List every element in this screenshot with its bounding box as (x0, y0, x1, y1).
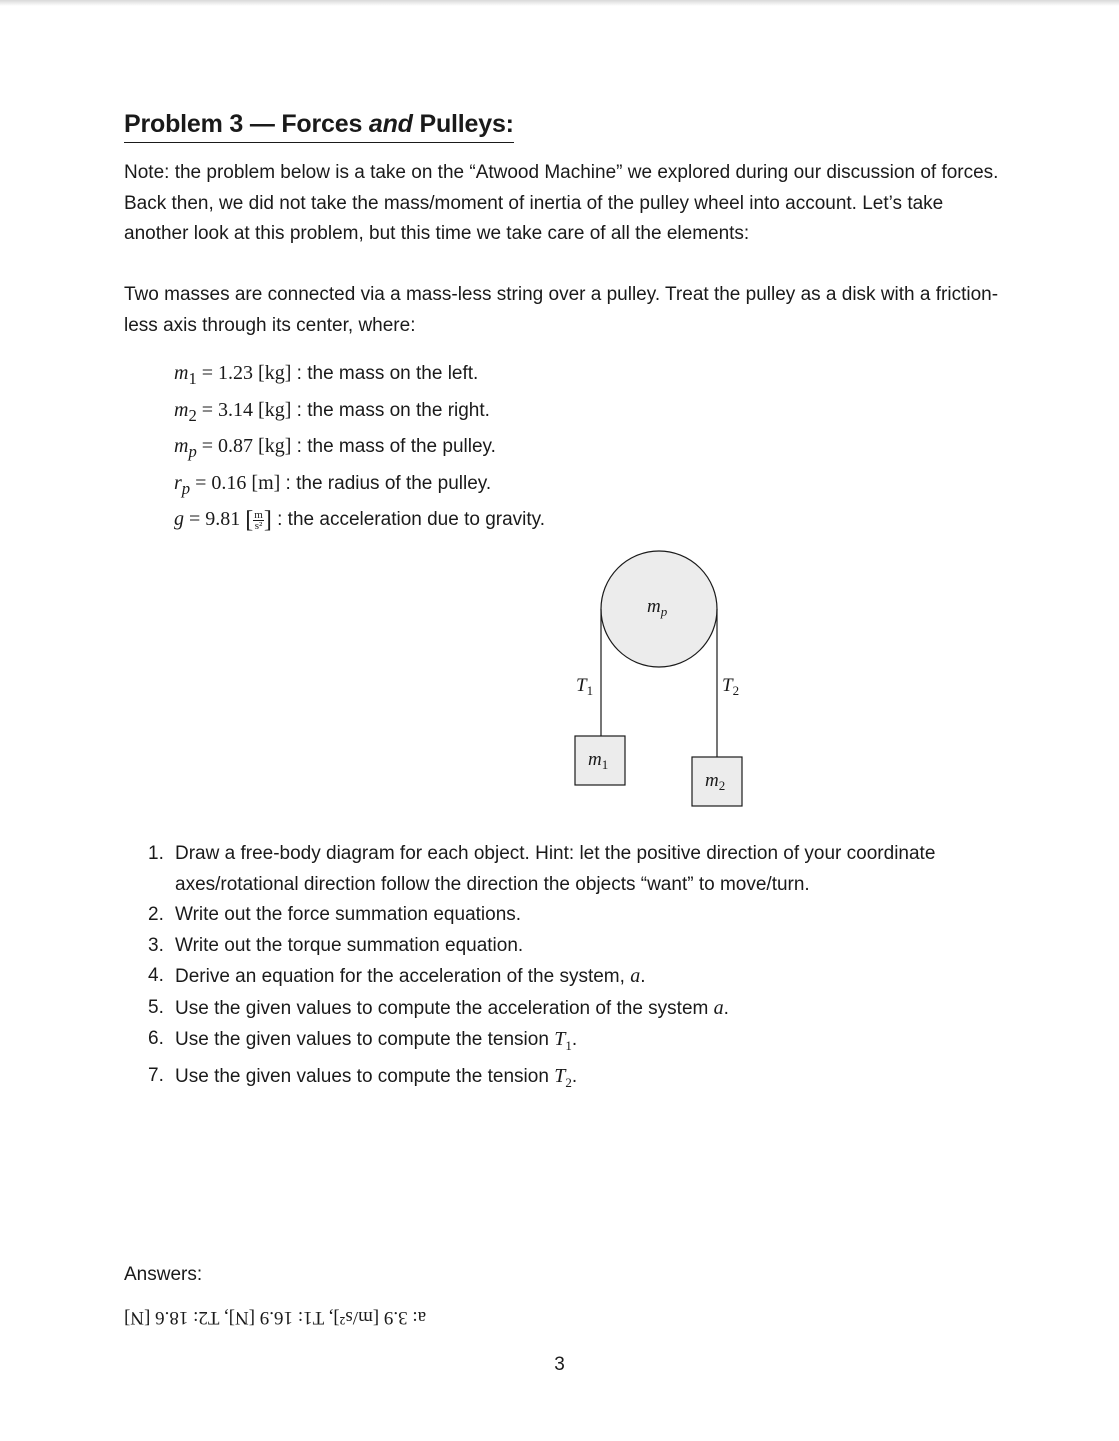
page-number: 3 (554, 1354, 565, 1375)
task-item-4: 4. Derive an equation for the acceleration of the system, a. (148, 965, 646, 987)
task-list (148, 839, 1008, 1099)
task-item-1: 1. Draw a free-body diagram for each object. Hint: let the positive direction of your coordinate axes/rotational direction follow the direction the objects “want” to move/turn. (148, 843, 936, 895)
answers-upside-down: a: 3.9 [m/s²], T1: 16.9 [N], T2: 18.6 [N] (124, 1307, 427, 1328)
tension-t1-label: $T_1$ (576, 675, 594, 698)
unit-fraction: $\frac{m}{\text{s²}}$ (254, 508, 263, 532)
task-item-6: 6. Use the given values to compute the tension $T_1$. (148, 1028, 578, 1053)
intro-paragraph: Two masses are connected via a mass-less string over a pulley. Treat the pulley as a disk with a friction-less axis through its center, where: (124, 284, 999, 336)
given-m1: $m_1 = 1.23$ [kg] : the mass on the left. (174, 362, 479, 388)
answers-label: Answers: (124, 1264, 203, 1285)
given-m2: $m_2 = 3.14$ [kg] : the mass on the right. (174, 398, 490, 425)
page-top-shadow (0, 0, 1119, 6)
task-item-2: 2. Write out the force summation equations. (148, 904, 522, 925)
title-suffix: Pulleys: (412, 110, 514, 138)
task-item-7: 7. Use the given values to compute the tension $T_2$. (148, 1065, 578, 1091)
mass-m1-label: $m_1$ (588, 749, 609, 772)
tension-t2-label: $T_2$ (722, 675, 740, 698)
task-item-5: 5. Use the given values to compute the acceleration of the system a. (148, 996, 729, 1019)
title-emphasis: and (368, 110, 413, 138)
pulley-label: $m_p$ (647, 596, 668, 619)
given-rp: $r_p = 0.16$ [m] : the radius of the pulley. (174, 471, 492, 498)
task-item-3: 3. Write out the torque summation equation. (148, 934, 524, 956)
title-prefix: Problem 3 — Forces (124, 110, 369, 138)
given-values-list (174, 358, 545, 536)
note-paragraph: Note: the problem below is a take on the “Atwood Machine” we explored during our discussion of forces. Back then, we did not take the mass/moment of inertia of the pulley wheel into account. Let’s take another look at this problem, but this time we take care of all the elements: (124, 162, 999, 244)
mass-m2-label: $m_2$ (705, 770, 726, 793)
given-mp: $m_p = 0.87$ [kg] : the mass of the pulley. (174, 435, 496, 461)
given-g: g = 9.81 [ $\frac{m}{\text{s²}}$ ] : the acceleration due to gravity. (174, 507, 546, 533)
atwood-machine-diagram (564, 540, 824, 820)
problem-title (124, 110, 514, 143)
